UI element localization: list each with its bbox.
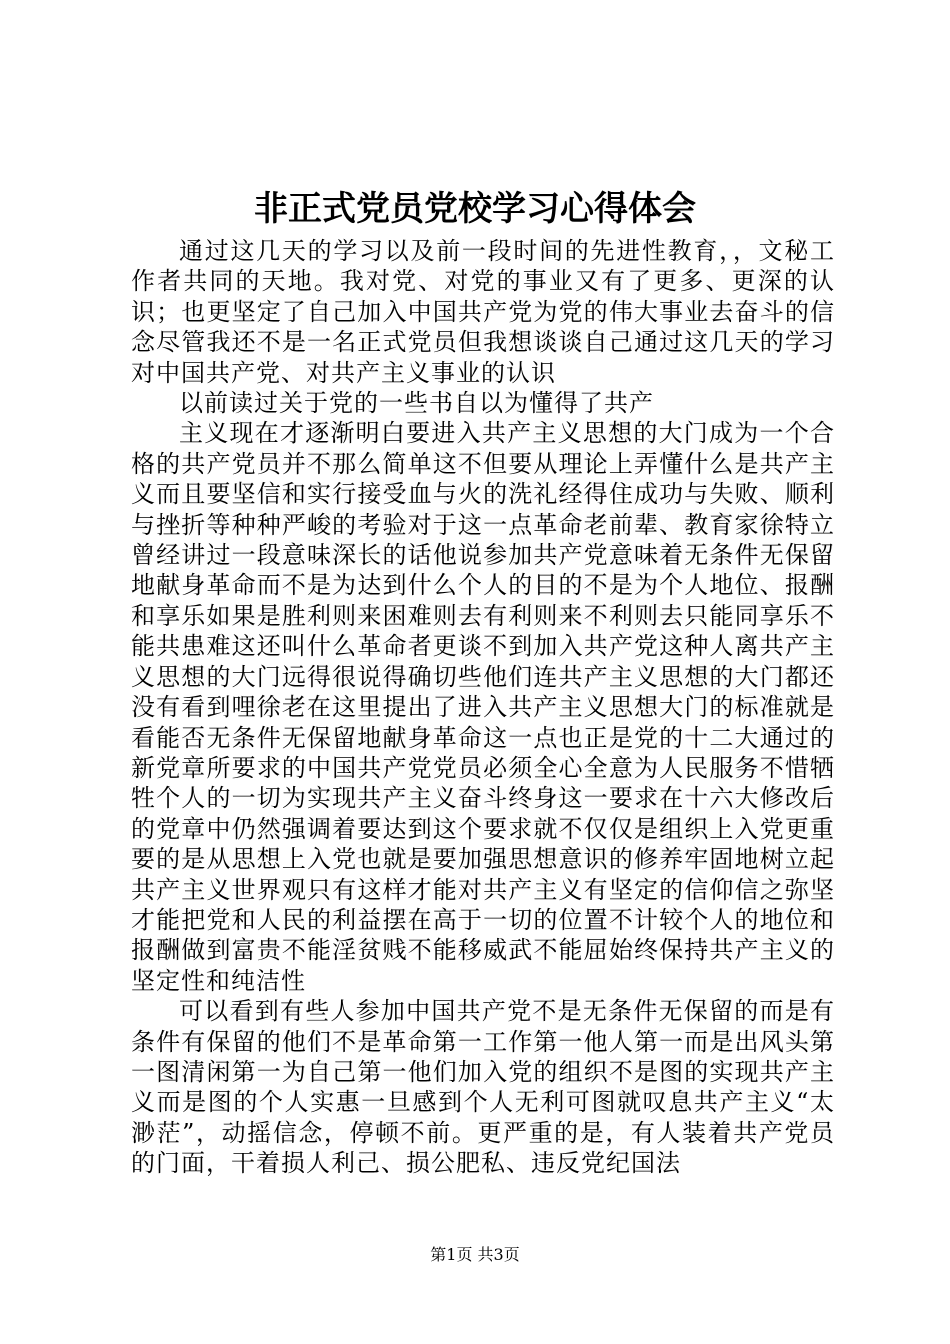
paragraph: 可以看到有些人参加中国共产党不是无条件无保留的而是有条件有保留的他们不是革命第一工作第一他人第一而是出风头第一图清闲第一为自己第一他们加入党的组织不是图的实现共产主义而是图的个人实惠一旦感到个人无利可图就叹息共产主义“太渺茫”，动摇信念，停顿不前。更严重的是，有人装着共产党员的门面，干着损人利己、损公肥私、违反党纪国法 xyxy=(131,997,835,1178)
paragraph: 主义现在才逐渐明白要进入共产主义思想的大门成为一个合格的共产党员并不那么简单这不但要从理论上弄懂什么是共产主义而且要坚信和实行接受血与火的洗礼经得住成功与失败、顺利与挫折等种种严峻的考验对于这一点革命老前辈、教育家徐特立曾经讲过一段意味深长的话他说参加共产党意味着无条件无保留地献身革命而不是为达到什么个人的目的不是为个人地位、报酬和享乐如果是胜利则来困难则去有利则来不利则去只能同享乐不能共患难这还叫什么革命者更谈不到加入共产党这种人离共产主义思想的大门远得很说得确切些他们连共产主义思想的大门都还没有看到哩徐老在这里提出了进入共产主义思想大门的标准就是看能否无条件无保留地献身革命这一点也正是党的十二大通过的新党章所要求的中国共产党党员必须全心全意为人民服务不惜牺牲个人的一切为实现共产主义奋斗终身这一要求在十六大修改后的党章中仍然强调着要达到这个要求就不仅仅是组织上入党更重要的是从思想上入党也就是要加强思想意识的修养牢固地树立起共产主义世界观只有这样才能对共产主义有坚定的信仰信之弥坚才能把党和人民的利益摆在高于一切的位置不计较个人的地位和报酬做到富贵不能淫贫贱不能移威武不能屈始终保持共产主义的坚定性和纯洁性 xyxy=(131,419,835,995)
paragraph: 通过这几天的学习以及前一段时间的先进性教育，，文秘工作者共同的天地。我对党、对党的事业又有了更多、更深的认识；也更坚定了自己加入中国共产党为党的伟大事业去奋斗的信念尽管我还不是一名正式党员但我想谈谈自己通过这几天的学习对中国共产党、对共产主义事业的认识 xyxy=(131,237,835,387)
document-body xyxy=(131,236,835,1179)
document-title: 非正式党员党校学习心得体会 xyxy=(254,189,696,229)
page-number-footer: 第1页 共3页 xyxy=(430,1245,520,1264)
paragraph: 以前读过关于党的一些书自以为懂得了共产 xyxy=(179,389,654,418)
